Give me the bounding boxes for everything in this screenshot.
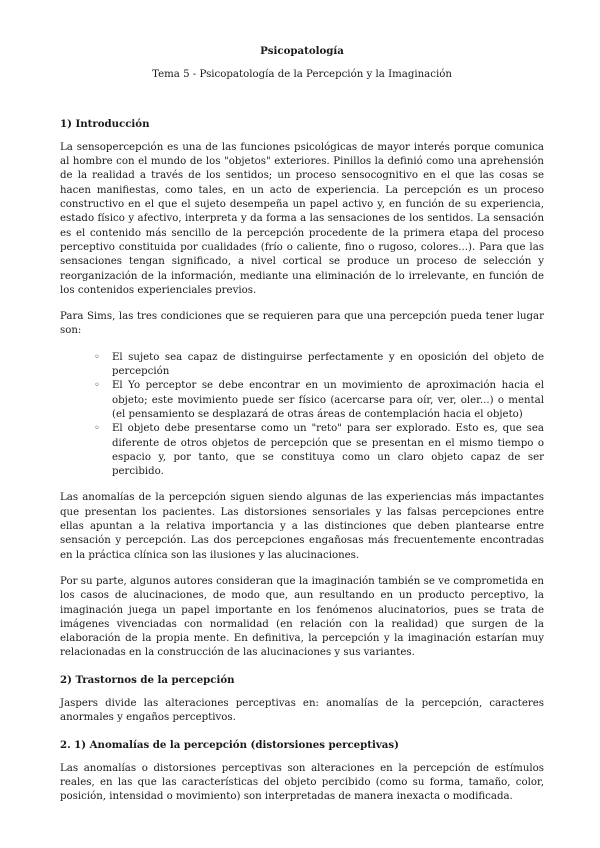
section-heading-trastornos: 2) Trastornos de la percepción: [60, 673, 235, 686]
paragraph-intro-2: Para Sims, las tres condiciones que se requieren para que una percepción pueda tener lugar son:: [60, 311, 544, 337]
paragraph-intro-3: Las anomalías de la percepción siguen siendo algunas de las experiencias más impactantes que presentan los pacientes. Las distorsiones sensoriales y las falsas percepciones entre ellas apuntan a la relativa importancia y a las distinciones que deben plantearse entre sensación y percepción. Las dos percepciones engañosas más frecuentemente encontradas en la práctica clínica son las ilusiones y las alucinaciones.: [60, 492, 544, 561]
section-heading-introduccion: 1) Introducción: [60, 117, 150, 130]
document-title: Psicopatología: [260, 45, 344, 57]
section-heading-anomalias: 2. 1) Anomalías de la percepción (distorsiones perceptivas): [60, 738, 399, 751]
paragraph-intro-1: La sensopercepción es una de las funciones psicológicas de mayor interés porque comunica al hombre con el mundo de los "objetos" exteriores. Pinillos la definió como una aprehensión de la realidad a través de los sentidos; un proceso sensocognitivo en el que las cosas se hacen manifiestas, como tales, en un acto de experiencia. La percepción es un proceso constructivo en el que el sujeto desempeña un papel activo y, en función de su experiencia, estado físico y afectivo, interpreta y da forma a las sensaciones de los sentidos. La sensación es el contenido más sencillo de la percepción procedente de la primera etapa del proceso perceptivo constituida por cualidades (frío o caliente, fino o rugoso, colores...). Para que las sensaciones tengan significado, a nivel cortical se produce un proceso de selección y reorganización de la información, mediante una eliminación de lo irrelevante, en función de los contenidos experienciales previos.: [60, 141, 544, 296]
list-item: ◦ El objeto debe presentarse como un "reto" para ser explorado. Esto es, que sea diferente de otros objetos de percepción que se presentan en el mismo tiempo o espacio y, por tanto, que se constituya como un claro objeto capaz de ser percibido.: [112, 422, 544, 479]
list-item: ◦ El sujeto sea capaz de distinguirse perfectamente y en oposición del objeto de percepción: [112, 351, 544, 380]
paragraph-trastornos-1: Jaspers divide las alteraciones perceptivas en: anomalías de la percepción, caracteres anormales y engaños perceptivos.: [60, 697, 544, 724]
paragraph-anomalias-1: Las anomalías o distorsiones perceptivas son alteraciones en la percepción de estímulos reales, en las que las características del objeto percibido (como su forma, tamaño, color, posición, intensidad o movimiento) son interpretadas de manera inexacta o modificada.: [60, 762, 544, 803]
conditions-list: [60, 351, 544, 480]
document-page: [60, 44, 544, 817]
document-subtitle: Tema 5 - Psicopatología de la Percepción y la Imaginación: [152, 69, 452, 81]
list-item: ◦ El Yo perceptor se debe encontrar en un movimiento de aproximación hacia el objeto; este movimiento puede ser físico (acercarse para oír, ver, oler...) o mental (el pensamiento se desplazará de otras áreas de contemplación hacia el objeto): [112, 379, 544, 422]
paragraph-intro-4: Por su parte, algunos autores consideran que la imaginación también se ve comprometida en los casos de alucinaciones, de modo que, aun resultando en un producto perceptivo, la imaginación juega un papel importante en los fenómenos alucinatorios, pues se trata de imágenes vivenciadas con normalidad (en relación con la realidad) que surgen de la elaboración de la propia mente. En definitiva, la percepción y la imaginación estarían muy relacionadas en la construcción de las alucinaciones y sus variantes.: [60, 575, 544, 659]
